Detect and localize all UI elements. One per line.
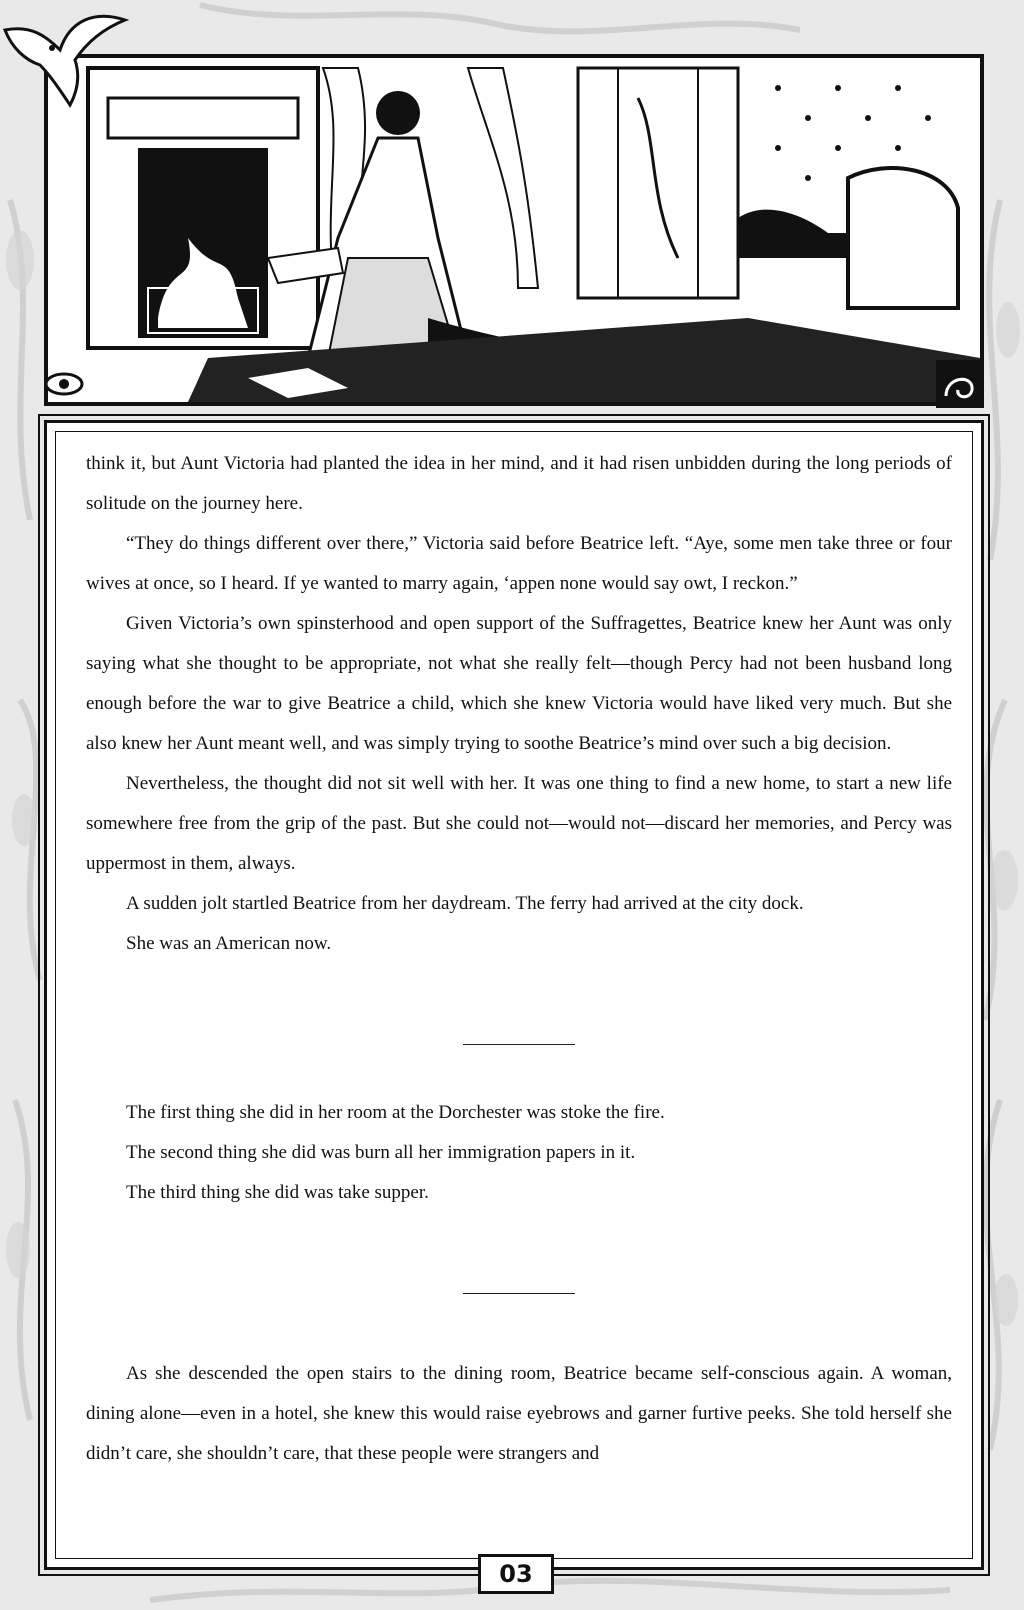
swirl-ornament-icon bbox=[936, 360, 984, 408]
paragraph: She was an American now. bbox=[126, 933, 332, 954]
paragraph: think it, but Aunt Victoria had planted the idea in her mind, and it had risen unbidden during the long periods of solitude on the journey here. bbox=[86, 453, 952, 514]
paragraph: Given Victoria’s own spinsterhood and open support of the Suffragettes, Beatrice knew her Aunt was only saying what she thought to be appropriate, not what she really felt—though Percy had not been husband long enough before the war to give Beatrice a child, which she knew Victoria would have liked very much. But she also knew her Aunt meant well, and was simply trying to soothe Beatrice’s mind over such a big decision. bbox=[86, 613, 952, 754]
paragraph: As she descended the open stairs to the dining room, Beatrice became self-conscious again. A woman, dining alone—even in a hotel, she knew this would raise eyebrows and garner furtive peeks. She told herself she didn’t care, she shouldn’t care, that these people were strangers and bbox=[86, 1363, 952, 1464]
paragraph: A sudden jolt startled Beatrice from her daydream. The ferry had arrived at the city dock. bbox=[126, 893, 804, 914]
eye-ornament-icon bbox=[40, 360, 88, 408]
paragraph: Nevertheless, the thought did not sit well with her. It was one thing to find a new home, to start a new life somewhere free from the grip of the past. But she could not—would not—discard her memories, and Percy was uppermost in them, always. bbox=[86, 773, 952, 874]
paragraph: The third thing she did was take supper. bbox=[126, 1182, 429, 1203]
page-number: 03 bbox=[478, 1554, 554, 1594]
story-text bbox=[86, 444, 952, 1474]
paragraph: The second thing she did was burn all her immigration papers in it. bbox=[126, 1142, 636, 1163]
bird-ornament-icon bbox=[0, 0, 130, 110]
fireplace-scene-illustration bbox=[44, 54, 984, 406]
paragraph: “They do things different over there,” Victoria said before Beatrice left. “Aye, some men take three or four wives at once, so I heard. If ye wanted to marry again, ‘appen none would say owt, I reckon.” bbox=[86, 533, 952, 594]
paragraph: The first thing she did in her room at the Dorchester was stoke the fire. bbox=[126, 1102, 665, 1123]
